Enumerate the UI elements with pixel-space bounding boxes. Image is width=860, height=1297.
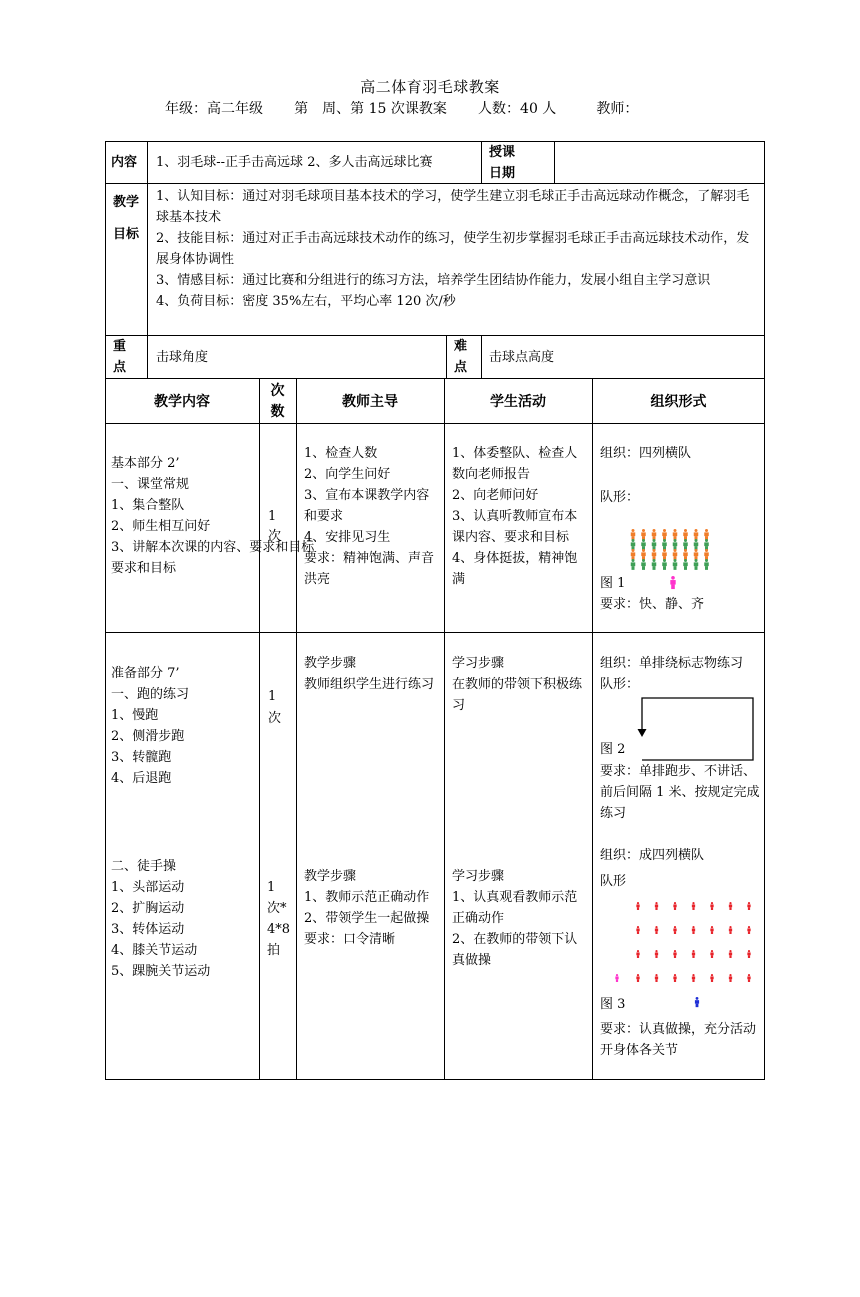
col-header-teacher: 教师主导 xyxy=(342,394,398,410)
student-icon xyxy=(747,902,750,910)
student-icon xyxy=(747,974,750,982)
row1-org-line1: 组织：四列横队 xyxy=(600,446,692,461)
student-icon xyxy=(636,926,639,934)
student-icon xyxy=(694,529,699,540)
student-icon xyxy=(710,926,713,934)
student-icon xyxy=(683,549,688,560)
student-icon xyxy=(673,926,676,934)
student-icon xyxy=(636,902,639,910)
row1-student: 1、体委整队、检查人数向老师报告 2、向老师问好 3、认真听教师宣布本课内容、要求和目标 4、身体挺拔，精神饱满 xyxy=(452,446,578,587)
student-icon xyxy=(662,539,667,550)
student-icon xyxy=(662,559,667,570)
row3-content: 二、徒手操 1、头部运动 2、扩胸运动 3、转体运动 4、膝关节运动 5、踝腕关节运动 xyxy=(111,859,211,979)
student-icon xyxy=(652,549,657,560)
student-icon xyxy=(652,559,657,570)
row1-count: 1 次 xyxy=(268,509,282,544)
student-icon xyxy=(662,549,667,560)
week-label: 第 周、第 15 次课教案 xyxy=(294,101,447,117)
goal-item: 3、情感目标：通过比赛和分组进行的练习方法，培养学生团结协作能力，发展小组自主学习意识 xyxy=(156,273,711,288)
student-icon xyxy=(729,926,732,934)
count-label: 人数：40 人 xyxy=(478,101,557,117)
row2-requirement: 要求：单排跑步、不讲话、前后间隔 1 米、按规定完成练习 xyxy=(600,764,760,821)
student-icon xyxy=(673,902,676,910)
content-label: 内容 xyxy=(111,155,138,170)
student-icon xyxy=(692,950,695,958)
student-icon xyxy=(673,529,678,540)
row3-student: 学习步骤 1、认真观看教师示范正确动作 2、在教师的带领下认真做操 xyxy=(452,869,578,968)
student-icon xyxy=(636,950,639,958)
difficulty-label-1: 难 xyxy=(454,339,468,354)
date-label-1: 授课 xyxy=(489,145,516,160)
goals-label-1: 教学 xyxy=(113,195,140,210)
student-icon xyxy=(673,559,678,570)
col-header-count-2: 数 xyxy=(270,404,285,420)
student-icon xyxy=(655,902,658,910)
student-icon xyxy=(692,974,695,982)
date-label-2: 日期 xyxy=(489,166,516,181)
student-icon xyxy=(704,539,709,550)
row2-org-line2: 队形： xyxy=(600,677,640,692)
difficulty-label-2: 点 xyxy=(454,360,468,375)
goal-item: 1、认知目标：通过对羽毛球项目基本技术的学习，使学生建立羽毛球正手击高远球动作概念，了解羽毛球基本技术 xyxy=(156,189,750,225)
difficulty-value: 击球点高度 xyxy=(489,350,555,365)
goal-item: 2、技能目标：通过对正手击高远球技术动作的练习，使学生初步掌握羽毛球正手击高远球技术动作，发展身体协调性 xyxy=(156,231,750,267)
col-header-count-1: 次 xyxy=(270,383,285,399)
row3-teacher: 教学步骤 1、教师示范正确动作 2、带领学生一起做操 要求：口令清晰 xyxy=(304,869,430,947)
row3-org-line2: 队形 xyxy=(600,874,627,889)
row3-requirement: 要求：认真做操，充分活动开身体各关节 xyxy=(600,1022,757,1058)
student-icon xyxy=(655,974,658,982)
student-icon xyxy=(692,902,695,910)
student-icon xyxy=(631,529,636,540)
student-icon xyxy=(641,559,646,570)
col-header-content: 教学内容 xyxy=(154,394,210,410)
row1-figure-label: 图 1 xyxy=(600,576,626,591)
student-icon xyxy=(729,974,732,982)
student-icon xyxy=(694,549,699,560)
student-icon xyxy=(655,950,658,958)
goal-item: 4、负荷目标：密度 35%左右，平均心率 120 次/秒 xyxy=(156,294,456,309)
teacher-icon xyxy=(670,576,675,589)
running-route-figure xyxy=(636,697,758,763)
student-icon xyxy=(673,549,678,560)
col-header-org: 组织形式 xyxy=(650,394,707,410)
student-icon xyxy=(631,549,636,560)
student-icon xyxy=(710,974,713,982)
content-value: 1、羽毛球--正手击高远球 2、多人击高远球比赛 xyxy=(156,155,433,170)
student-icon xyxy=(747,950,750,958)
student-icon xyxy=(694,539,699,550)
row2-figure-label: 图 2 xyxy=(600,742,626,757)
header-line xyxy=(165,98,638,118)
student-icon xyxy=(729,902,732,910)
student-icon xyxy=(704,549,709,560)
col-header-student: 学生活动 xyxy=(490,394,546,410)
goals-list xyxy=(156,186,760,312)
student-icon xyxy=(631,539,636,550)
student-icon xyxy=(673,950,676,958)
grade-label: 年级：高二年级 xyxy=(165,101,263,117)
student-icon xyxy=(662,529,667,540)
row1-content-cont: 要求和目标 xyxy=(111,561,177,576)
student-icon xyxy=(704,559,709,570)
student-icon xyxy=(694,559,699,570)
student-icon xyxy=(631,559,636,570)
student-icon xyxy=(710,902,713,910)
student-icon xyxy=(641,539,646,550)
student-icon xyxy=(692,926,695,934)
key-label-2: 点 xyxy=(113,360,127,375)
row2-content: 准备部分 7’ 一、跑的练习 1、慢跑 2、侧滑步跑 3、转髋跑 4、后退跑 xyxy=(111,666,190,786)
row1-teacher: 1、检查人数 2、向学生问好 3、宣布本课教学内容和要求 4、安排见习生 要求：精神饱满、声音洪亮 xyxy=(304,446,435,587)
student-icon xyxy=(641,529,646,540)
student-icon xyxy=(652,529,657,540)
route-arrow-head xyxy=(638,729,647,737)
student-icon xyxy=(683,559,688,570)
route-line xyxy=(642,698,753,760)
row1-org-line2: 队形： xyxy=(600,490,640,505)
row2-org-line1: 组织：单排绕标志物练习 xyxy=(600,656,744,671)
goals-label-2: 目标 xyxy=(113,227,140,242)
student-icon xyxy=(747,926,750,934)
student-icon xyxy=(729,950,732,958)
student-icon xyxy=(655,926,658,934)
student-icon xyxy=(641,549,646,560)
row1-requirement: 要求：快、静、齐 xyxy=(600,597,705,612)
key-value: 击球角度 xyxy=(156,350,209,365)
row2-student: 学习步骤 在教师的带领下积极练习 xyxy=(452,656,583,713)
row2-teacher: 教学步骤 教师组织学生进行练习 xyxy=(304,656,435,692)
student-icon xyxy=(710,950,713,958)
row1-content: 基本部分 2’ 一、课堂常规 1、集合整队 2、师生相互问好 3、讲解本次课的内容、要求和目标 xyxy=(111,456,315,555)
formation-figure-1 xyxy=(628,529,758,599)
assistant-icon xyxy=(615,974,618,982)
document-title: 高二体育羽毛球教案 xyxy=(360,78,500,96)
key-label-1: 重 xyxy=(113,339,127,354)
student-icon xyxy=(704,529,709,540)
formation-figure-3 xyxy=(612,898,762,1013)
row3-count: 1 次* 4*8 拍 xyxy=(267,880,291,958)
row3-figure-label: 图 3 xyxy=(600,997,626,1012)
student-icon xyxy=(673,539,678,550)
student-icon xyxy=(636,974,639,982)
student-icon xyxy=(683,529,688,540)
student-icon xyxy=(673,974,676,982)
student-icon xyxy=(652,539,657,550)
student-icon xyxy=(683,539,688,550)
row3-org-line1: 组织：成四列横队 xyxy=(600,848,705,863)
row2-count: 1 次 xyxy=(268,689,282,726)
teacher-label: 教师： xyxy=(596,101,639,117)
teacher-icon xyxy=(695,997,699,1007)
